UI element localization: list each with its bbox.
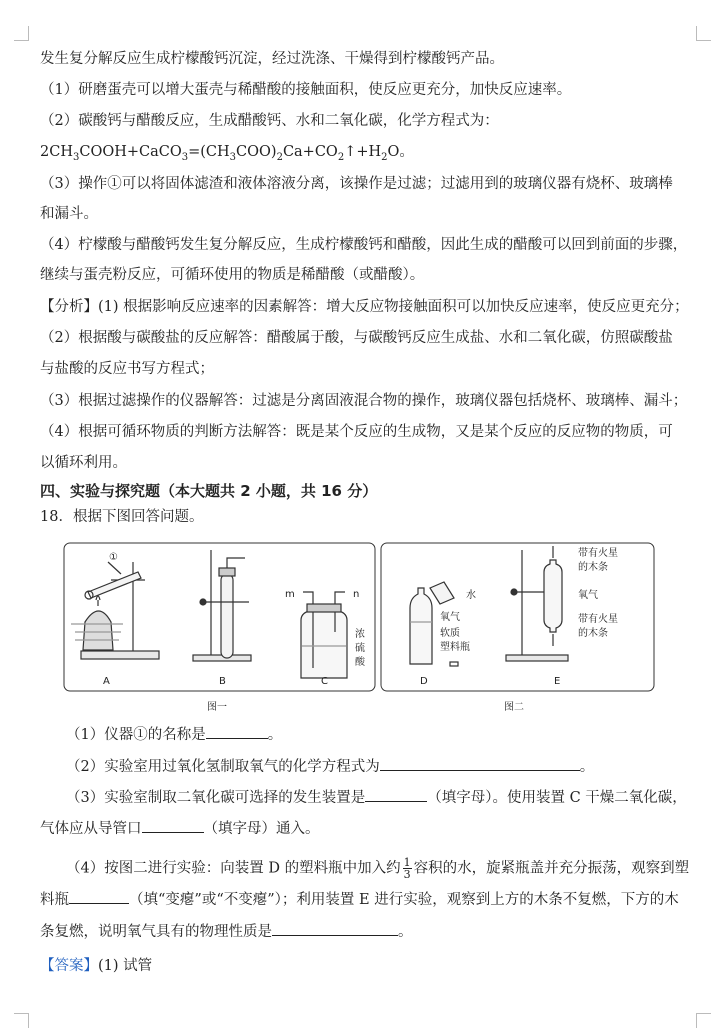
apparatus-label-d: D: [420, 676, 428, 687]
text-line: （3）操作①可以将固体滤渣和液体溶液分离，该操作是过滤；过滤用到的玻璃仪器有烧杯、玻璃棒: [40, 176, 673, 192]
splint-label-bottom: 的木条: [578, 628, 608, 639]
answer-blank[interactable]: [206, 724, 268, 739]
question-part-3: （3）实验室制取二氧化碳可选择的发生装置是 （填字母）。使用装置 C 干燥二氧化碳，: [66, 787, 685, 808]
figure-caption-one: 图一: [207, 702, 227, 713]
circled-number: ①: [107, 176, 122, 192]
corner-mark-top-left: [14, 26, 29, 41]
answer-blank[interactable]: [69, 889, 129, 904]
apparatus-c: [301, 592, 347, 678]
question-part-1: （1）仪器①的名称是 。: [66, 724, 685, 745]
corner-mark-bottom-left: [14, 1013, 29, 1028]
text-line: （3）根据过滤操作的仪器解答：过滤是分离固液混合物的操作，玻璃仪器包括烧杯、玻璃棒、漏斗；: [40, 393, 688, 409]
analysis-line: 【分析】(1) 根据影响反应速率的因素解答：增大反应物接触面积可以加快反应速率，使反应更充分；: [40, 299, 689, 315]
splint-label-top: 带有火星: [578, 548, 618, 559]
question-part-2: （2）实验室用过氧化氢制取氧气的化学方程式为 。: [66, 756, 685, 777]
oxygen-label: 氧气: [578, 590, 598, 601]
question-part-4-cont: 条复燃，说明氧气具有的物理性质是 。: [40, 921, 685, 942]
text-line: 继续与蛋壳粉反应，可循环使用的物质是稀醋酸（或醋酸）。: [40, 267, 425, 283]
question-title: 18．根据下图回答问题。: [40, 509, 204, 525]
figure-one-apparatus: [63, 542, 376, 714]
text-line: 发生复分解反应生成柠檬酸钙沉淀，经过洗涤、干燥得到柠檬酸钙产品。: [40, 51, 504, 67]
text-line: （4）根据可循环物质的判断方法解答：既是某个反应的生成物，又是某个反应的反应物的物质，可: [40, 424, 673, 440]
answer-line: 【答案】(1) 试管: [40, 958, 153, 974]
section-heading: 四、实验与探究题（本大题共 2 小题，共 16 分）: [40, 482, 378, 500]
question-part-3-cont: 气体应从导管口 （填字母）通入。: [40, 818, 685, 839]
figure-two-apparatus: [380, 542, 655, 714]
answer-blank[interactable]: [365, 787, 427, 802]
bottle-label: 氧气: [440, 612, 460, 623]
acid-label: 硫: [355, 643, 365, 654]
splint-label-bottom: 带有火星: [578, 614, 618, 625]
text-line: 和漏斗。: [40, 206, 98, 222]
text-line: （1）研磨蛋壳可以增大蛋壳与稀醋酸的接触面积，使反应更充分，加快反应速率。: [40, 82, 572, 98]
tube-label-m: m: [285, 589, 295, 600]
water-label: 水: [466, 590, 476, 601]
acid-label: 酸: [355, 657, 365, 668]
figure-caption-two: 图二: [504, 702, 524, 713]
text-line: 与盐酸的反应书写方程式；: [40, 361, 214, 377]
apparatus-label-a: A: [103, 676, 110, 687]
corner-mark-bottom-right: [696, 1013, 711, 1028]
question-part-4-cont: 料瓶 （填“变瘪”或“不变瘪”）；利用装置 E 进行实验，观察到上方的木条不复燃，下方的木: [40, 889, 685, 910]
text-line: （2）碳酸钙与醋酸反应，生成醋酸钙、水和二氧化碳，化学方程式为：: [40, 113, 499, 129]
bottle-label: 塑料瓶: [440, 642, 470, 653]
question-part-4: （4）按图二进行实验：向装置 D 的塑料瓶中加入约 $\frac{1}{3}$ 容积的水，旋紧瓶盖并充分振荡，观察到塑: [66, 856, 690, 881]
circled-label: ①: [109, 552, 118, 563]
corner-mark-top-right: [696, 26, 711, 41]
apparatus-d: [410, 582, 458, 666]
answer-blank[interactable]: [272, 921, 398, 936]
apparatus-label-c: C: [321, 676, 328, 687]
fraction-one-third: $\frac{1}{3}$: [403, 856, 411, 881]
apparatus-label-b: B: [219, 676, 226, 687]
answer-blank[interactable]: [142, 818, 204, 833]
bottle-label: 软质: [440, 628, 460, 639]
text-line: （4）柠檬酸与醋酸钙发生复分解反应，生成柠檬酸钙和醋酸，因此生成的醋酸可以回到前面的步骤，: [40, 237, 688, 253]
answer-blank[interactable]: [380, 756, 580, 771]
apparatus-label-e: E: [554, 676, 561, 687]
tube-label-n: n: [353, 589, 360, 600]
circled-number: ①: [133, 727, 148, 743]
text-line: 以循环利用。: [40, 455, 127, 471]
apparatus-e: [506, 546, 568, 661]
splint-label-top: 的木条: [578, 562, 608, 573]
acid-label: 浓: [355, 629, 365, 640]
answer-tag: 【答案】: [40, 958, 98, 974]
apparatus-a: [71, 562, 159, 659]
chemical-equation: $2CH_3COOH+CaCO_3=(CH_3COO)_2Ca+CO_2↑+H_2O$。: [40, 144, 414, 163]
apparatus-b: [193, 550, 251, 661]
text-line: （2）根据酸与碳酸盐的反应解答：醋酸属于酸，与碳酸钙反应生成盐、水和二氧化碳，仿照碳酸盐: [40, 330, 673, 346]
